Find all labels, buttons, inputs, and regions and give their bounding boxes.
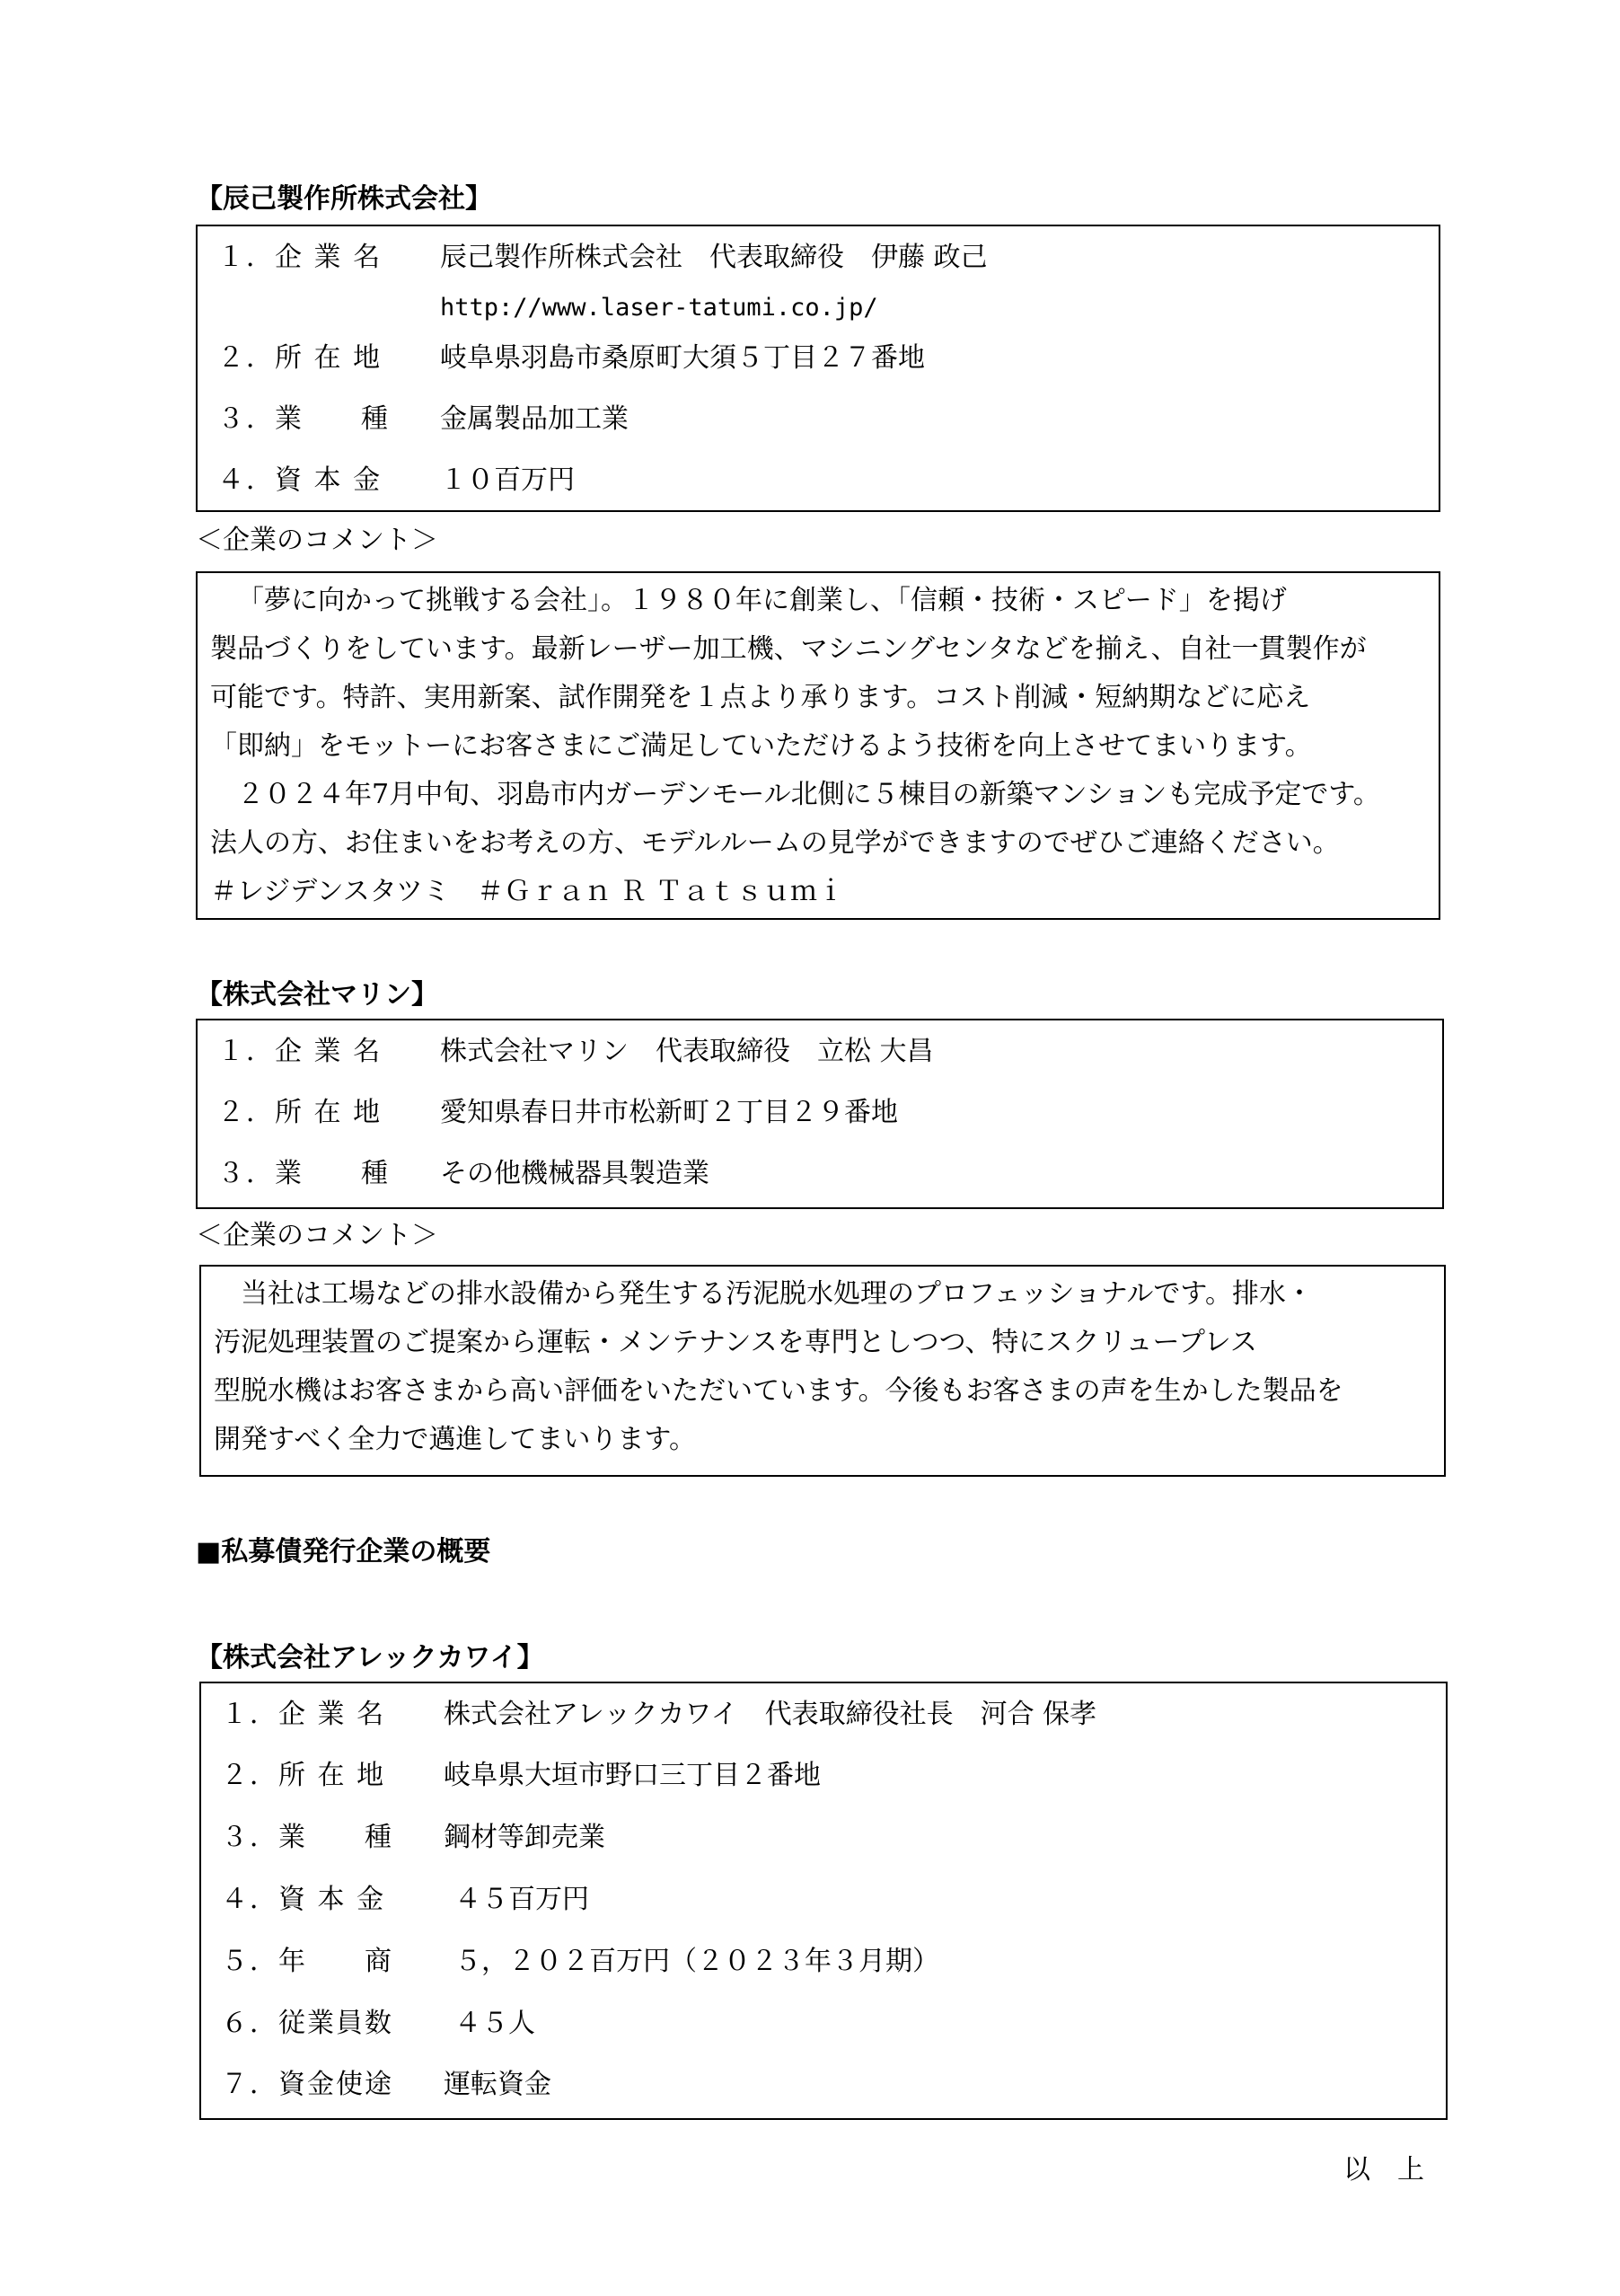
info-label: １．企 業 名 <box>217 242 383 273</box>
info-row <box>198 235 1439 280</box>
company-url[interactable]: http://www.laser-tatumi.co.jp/ <box>440 294 878 322</box>
comment-box <box>199 1265 1446 1477</box>
info-value: 株式会社マリン 代表取締役 立松 大昌 <box>440 1036 934 1067</box>
company-heading: 【株式会社アレックカワイ】 <box>196 1642 544 1673</box>
info-label: ４．資 本 金 <box>217 464 383 496</box>
company-info-box <box>196 225 1440 512</box>
comment-line: 当社は工場などの排水設備から発生する汚泥脱水処理のプロフェッショナルです。排水・ <box>241 1278 1313 1310</box>
comment-line: 法人の方、お住まいをお考えの方、モデルルームの見学ができますのでぜひご連絡ください。 <box>210 827 1340 859</box>
comment-line: 開発すべく全力で邁進してまいります。 <box>214 1424 696 1455</box>
info-row <box>201 2062 1446 2107</box>
company-info-box <box>196 1019 1444 1209</box>
info-label: ２．所 在 地 <box>217 1097 383 1128</box>
comment-line: 製品づくりをしています。最新レーザー加工機、マシニングセンタなどを揃え、自社一貫製作が <box>210 633 1367 665</box>
info-value: 株式会社アレックカワイ 代表取締役社長 河合 保孝 <box>444 1699 1097 1730</box>
info-row <box>198 1091 1442 1135</box>
company-info-box <box>199 1682 1448 2120</box>
comment-label: ＜企業のコメント＞ <box>196 1220 438 1251</box>
info-label: ３．業 種 <box>217 1158 390 1189</box>
info-label: ３．業 種 <box>217 403 390 435</box>
info-row <box>201 1939 1446 1984</box>
info-row <box>201 2001 1446 2046</box>
comment-line: 型脱水機はお客さまから高い評価をいただいています。今後もお客さまの声を生かした製品を <box>214 1375 1343 1407</box>
info-row <box>198 336 1439 381</box>
info-label: ７．資金使途 <box>221 2069 393 2100</box>
info-value: 鋼材等卸売業 <box>444 1822 605 1853</box>
info-label: ２．所 在 地 <box>217 342 383 374</box>
info-value: 愛知県春日井市松新町２丁目２９番地 <box>440 1097 898 1128</box>
company-heading: 【株式会社マリン】 <box>196 979 438 1011</box>
comment-line: 可能です。特許、実用新案、試作開発を１点より承ります。コスト削減・短納期などに応え <box>210 682 1311 713</box>
info-row <box>201 1692 1446 1737</box>
comment-line: 「夢に向かって挑戦する会社」。１９８０年に創業し、「信頼・技術・スピード」を掲げ <box>237 585 1287 616</box>
comment-line: 汚泥処理装置のご提案から運転・メンテナンスを専門としつつ、特にスクリュープレス <box>214 1327 1257 1358</box>
comment-line: 「即納」をモットーにお客さまにご満足していただけるよう技術を向上させてまいります。 <box>210 730 1312 762</box>
info-row <box>201 1815 1446 1860</box>
info-value: ５，２０２百万円（２０２３年３月期） <box>454 1946 939 1977</box>
info-row <box>198 286 1439 331</box>
info-value: 岐阜県大垣市野口三丁目２番地 <box>444 1760 821 1791</box>
info-value: その他機械器具製造業 <box>440 1158 709 1189</box>
info-value: 金属製品加工業 <box>440 403 629 435</box>
comment-label: ＜企業のコメント＞ <box>196 525 438 556</box>
closing-text: 以 上 <box>1343 2154 1424 2186</box>
company-heading: 【辰己製作所株式会社】 <box>196 183 492 215</box>
info-label: ４．資 本 金 <box>221 1884 386 1915</box>
info-label: ６．従業員数 <box>221 2008 393 2039</box>
info-row <box>198 458 1439 503</box>
section-title: ■私募債発行企業の概要 <box>196 1536 491 1567</box>
info-value: 辰己製作所株式会社 代表取締役 伊藤 政己 <box>440 242 988 273</box>
info-row <box>201 1753 1446 1798</box>
info-row <box>198 1029 1442 1074</box>
comment-line: ２０２４年7月中旬、羽島市内ガーデンモール北側に５棟目の新築マンションも完成予定です。 <box>237 779 1380 810</box>
info-label: １．企 業 名 <box>221 1699 386 1730</box>
info-row <box>198 397 1439 442</box>
info-row <box>198 1152 1442 1197</box>
comment-box <box>196 571 1440 920</box>
comment-line: ＃レジデンスタツミ ＃Ｇｒａｎ Ｒ Ｔａｔｓｕｍｉ <box>210 876 844 907</box>
info-row <box>201 1877 1446 1922</box>
info-label: １．企 業 名 <box>217 1036 383 1067</box>
info-value: ４５人 <box>454 2008 535 2039</box>
info-label: ２．所 在 地 <box>221 1760 386 1791</box>
info-value: 岐阜県羽島市桑原町大須５丁目２７番地 <box>440 342 925 374</box>
info-label: ５．年 商 <box>221 1946 393 1977</box>
info-value: 運転資金 <box>444 2069 551 2100</box>
info-value: １０百万円 <box>440 464 575 496</box>
info-value: ４５百万円 <box>454 1884 589 1915</box>
info-label: ３．業 種 <box>221 1822 393 1853</box>
